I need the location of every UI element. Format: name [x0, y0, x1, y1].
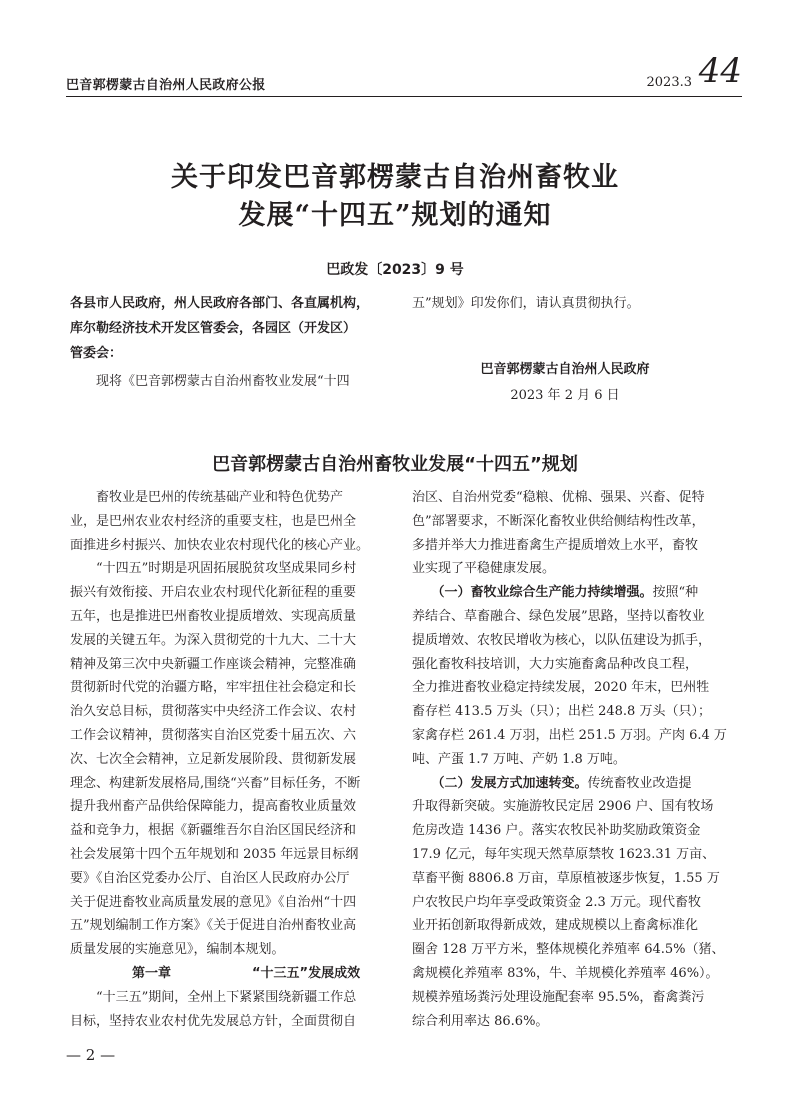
chapter-title: “十三五”发展成效	[252, 965, 361, 981]
issue-label: 2023.3	[646, 75, 692, 90]
text-line: 畜牧业是巴州的传统基础产业和特色优势产	[70, 490, 344, 505]
text-line: 家禽存栏 261.4 万羽，出栏 251.5 万羽。产肉 6.4 万	[412, 727, 727, 743]
text-line: “十三五”期间，全州上下紧紧围绕新疆工作总	[70, 989, 357, 1005]
document-number: 巴政发〔2023〕9 号	[326, 262, 464, 278]
text-fragment: 按照“种	[652, 585, 699, 601]
text-line: 目标，坚持农业农村优先发展总方针，全面贯彻自	[70, 1013, 357, 1029]
text-line: 社会发展第十四个五年规划和 2035 年远景目标纲	[70, 846, 359, 862]
text-line: 禽规模化养殖率 83%，牛、羊规模化养殖率 46%）。	[412, 965, 719, 981]
addressee-line: 管委会：	[70, 346, 123, 361]
text-line: 提质增效、农牧民增收为核心，以队伍建设为抓手，	[412, 632, 712, 648]
text-line: 五年，也是推进巴州畜牧业提质增效、实现高质量	[70, 608, 357, 624]
text-line: 治久安总目标，贯彻落实中央经济工作会议、农村	[70, 704, 357, 720]
text-line: 圈舍 128 万平方米，整体规模化养殖率 64.5%（猪、	[412, 942, 725, 958]
chapter-heading	[70, 962, 400, 986]
text-line: 振兴有效衔接、开启农业农村现代化新征程的重要	[70, 585, 357, 601]
text-line: 益和竞争力，根据《新疆维吾尔自治区国民经济和	[70, 823, 357, 839]
text-line: 色”部署要求，不断深化畜牧业供给侧结构性改革，	[412, 513, 705, 529]
section-first-line	[412, 772, 742, 796]
text-line: 质量发展的实施意见》，编制本规划。	[70, 942, 285, 958]
text-line: 全力推进畜牧业稳定持续发展，2020 年末，巴州牲	[412, 680, 710, 696]
plan-title: 巴音郭楞蒙古自治州畜牧业发展“十四五”规划	[212, 454, 578, 475]
text-line: 吨、产蛋 1.7 万吨、产奶 1.8 万吨。	[412, 751, 626, 767]
signing-date: 2023 年 2 月 6 日	[510, 388, 620, 403]
text-line: 五”规划编制工作方案》《关于促进自治州畜牧业高	[70, 918, 357, 934]
text-line: 多措并举大力推进畜禽生产提质增效上水平，畜牧	[412, 537, 699, 553]
notice-body-right: 五”规划》印发你们，请认真贯彻执行。	[412, 296, 640, 311]
left-column	[70, 486, 400, 1033]
addressee-block	[70, 291, 400, 366]
text-line: 强化畜牧科技培训，大力实施畜禽品种改良工程，	[412, 656, 699, 672]
text-line: 危房改造 1436 户。落实农牧民补助奖励政策资金	[412, 823, 701, 839]
header-divider	[66, 96, 742, 97]
page-header	[66, 51, 742, 94]
text-line: 综合利用率达 86.6%。	[412, 1013, 549, 1029]
journal-title: 巴音郭楞蒙古自治州人民政府公报	[66, 78, 266, 93]
section-first-line	[412, 581, 742, 605]
issue-number: 44	[698, 51, 742, 91]
text-line: 17.9 亿元，每年实现天然草原禁牧 1623.31 万亩、	[412, 846, 716, 862]
text-fragment: 传统畜牧业改造提	[587, 775, 692, 791]
text-line: 发展的关键五年。为深入贯彻党的十九大、二十大	[70, 632, 357, 648]
text-line: 理念、构建新发展格局,围绕“兴畜”目标任务，不断	[70, 775, 361, 791]
text-line: “十四五”时期是巩固拓展脱贫攻坚成果同乡村	[70, 561, 357, 577]
text-line: 精神及第三次中央新疆工作座谈会精神，完整准确	[70, 656, 357, 672]
addressee-line: 各县市人民政府，州人民政府各部门、各直属机构，	[70, 296, 370, 311]
text-line: 面推进乡村振兴、加快农业农村现代化的核心产业。	[70, 537, 370, 553]
signing-organization: 巴音郭楞蒙古自治州人民政府	[480, 362, 650, 377]
section-1-heading: （一）畜牧业综合生产能力持续增强。	[412, 585, 653, 601]
text-line: 工作会议精神，贯彻落实自治区党委十届五次、六	[70, 727, 357, 743]
notice-title-line-1: 关于印发巴音郭楞蒙古自治州畜牧业	[171, 162, 619, 193]
notice-body-left: 现将《巴音郭楞蒙古自治州畜牧业发展“十四	[96, 374, 350, 389]
chapter-number: 第一章	[132, 965, 172, 981]
text-line: 要》《自治区党委办公厅、自治区人民政府办公厅	[70, 870, 350, 886]
text-line: 升取得新突破。实施游牧民定居 2906 户、国有牧场	[412, 799, 714, 815]
text-line: 贯彻新时代党的治疆方略，牢牢扭住社会稳定和长	[70, 680, 357, 696]
page-number: — 2 —	[66, 1046, 116, 1064]
text-line: 治区、自治州党委“稳粮、优棉、强果、兴畜、促特	[412, 490, 705, 505]
text-line: 业开拓创新取得新成效，建成规模以上畜禽标准化	[412, 918, 699, 934]
section-2-heading: （二）发展方式加速转变。	[412, 775, 588, 791]
addressee-line: 库尔勒经济技术开发区管委会，各园区（开发区）	[70, 321, 357, 336]
text-line: 关于促进畜牧业高质量发展的意见》《自治州“十四	[70, 894, 357, 910]
right-column	[412, 486, 742, 1033]
text-line: 草畜平衡 8806.8 万亩，草原植被逐步恢复，1.55 万	[412, 870, 720, 886]
text-line: 养结合、草畜融合、绿色发展”思路，坚持以畜牧业	[412, 608, 705, 624]
text-line: 业，是巴州农业农村经济的重要支柱，也是巴州全	[70, 513, 357, 529]
text-line: 业实现了平稳健康发展。	[412, 561, 556, 577]
text-line: 畜存栏 413.5 万头（只）；出栏 248.8 万头（只）；	[412, 704, 711, 720]
text-line: 户农牧民户均年享受政策资金 2.3 万元。现代畜牧	[412, 894, 701, 910]
notice-title-line-2: 发展“十四五”规划的通知	[238, 200, 552, 231]
text-line: 次、七次全会精神，立足新发展阶段、贯彻新发展	[70, 751, 357, 767]
text-line: 提升我州畜产品供给保障能力，提高畜牧业质量效	[70, 799, 357, 815]
text-line: 规模养殖场粪污处理设施配套率 95.5%，畜禽粪污	[412, 989, 705, 1005]
